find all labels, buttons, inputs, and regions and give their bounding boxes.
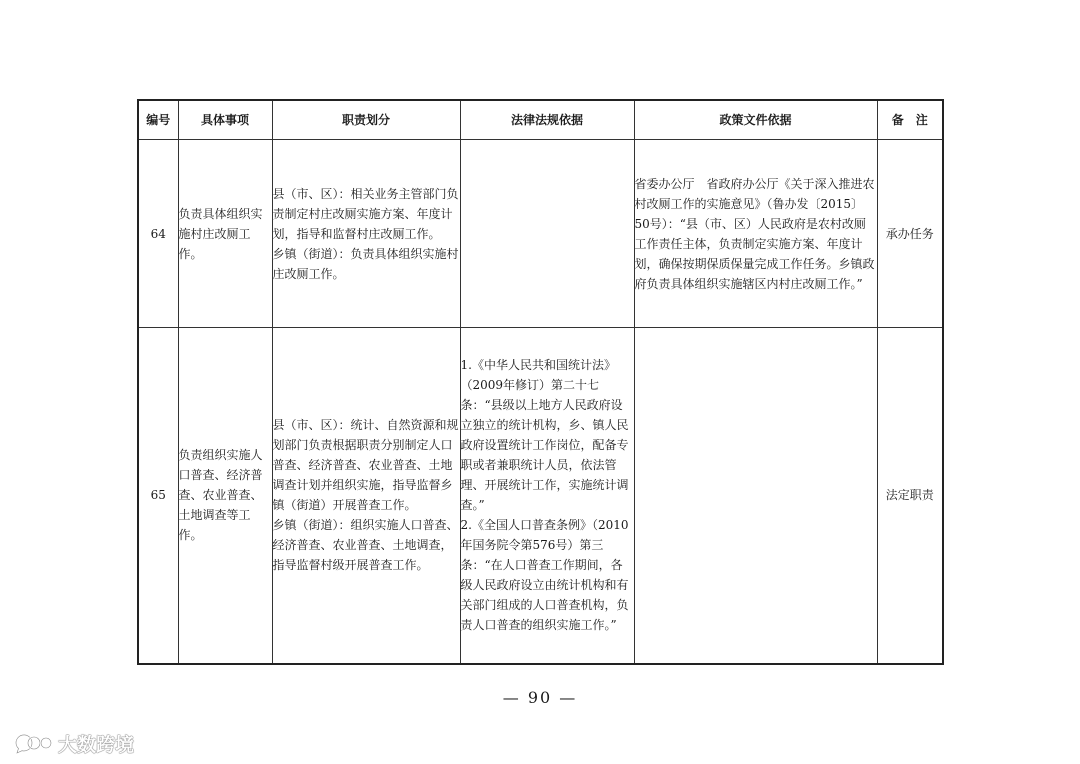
duty-county: 县（市、区）：相关业务主管部门负责制定村庄改厕实施方案、年度计划，指导和监督村庄改厕工作。 — [272, 186, 459, 241]
row-policy: 省委办公厅 省政府办公厅《关于深入推进农村改厕工作的实施意见》（鲁办发〔2015〕50号）：“县（市、区）人民政府是农村改厕工作责任主体，负责制定实施方案、年度计划，确保按期保质保量完成工作任务。乡镇政府负责具体组织实施辖区内村庄改厕工作。” — [634, 140, 877, 328]
speech-bubble-logo-icon — [12, 731, 54, 755]
duty-county: 县（市、区）：统计、自然资源和规划部门负责根据职责分别制定人口普查、经济普查、农业普查、土地调查计划并组织实施，指导监督乡镇（街道）开展普查工作。 — [272, 418, 459, 513]
row-duty — [272, 140, 460, 328]
row-item: 负责组织实施人口普查、经济普查、农业普查、土地调查等工作。 — [178, 328, 272, 664]
law-statistics-act: 1.《中华人民共和国统计法》（2009年修订）第二十七条：“县级以上地方人民政府设立独立的统计机构，乡、镇人民政府设置统计工作岗位，配备专职或者兼职统计人员，依法管理、开展统计工作，实施统计调查。” — [460, 358, 629, 513]
table-row — [138, 328, 943, 664]
header-item: 具体事项 — [178, 100, 272, 140]
header-law: 法律法规依据 — [460, 100, 634, 140]
row-number: 64 — [138, 140, 178, 328]
row-policy — [634, 328, 877, 664]
duty-township: 乡镇（街道）：负责具体组织实施村庄改厕工作。 — [272, 246, 459, 281]
header-policy: 政策文件依据 — [634, 100, 877, 140]
row-item: 负责具体组织实施村庄改厕工作。 — [178, 140, 272, 328]
duty-township: 乡镇（街道）：组织实施人口普查、经济普查、农业普查、土地调查，指导监督村级开展普查工作。 — [272, 518, 459, 573]
row-law — [460, 140, 634, 328]
header-number: 编号 — [138, 100, 178, 140]
watermark — [12, 729, 134, 757]
law-census-regulation: 2.《全国人口普查条例》（2010年国务院令第576号）第三条：“在人口普查工作期间，各级人民政府设立由统计机构和有关部门组成的人口普查机构，负责人口普查的组织实施工作。” — [460, 518, 629, 633]
row-law — [460, 328, 634, 664]
page-number: — 90 — — [502, 688, 578, 707]
table-row — [138, 140, 943, 328]
header-duty: 职责划分 — [272, 100, 460, 140]
row-duty — [272, 328, 460, 664]
header-note: 备 注 — [877, 100, 943, 140]
row-note: 法定职责 — [877, 328, 943, 664]
table-header-row — [138, 100, 943, 140]
watermark-text: 大数跨境 — [58, 733, 135, 756]
duty-table — [137, 99, 944, 665]
row-number: 65 — [138, 328, 178, 664]
row-note: 承办任务 — [877, 140, 943, 328]
document-sheet — [137, 99, 942, 665]
